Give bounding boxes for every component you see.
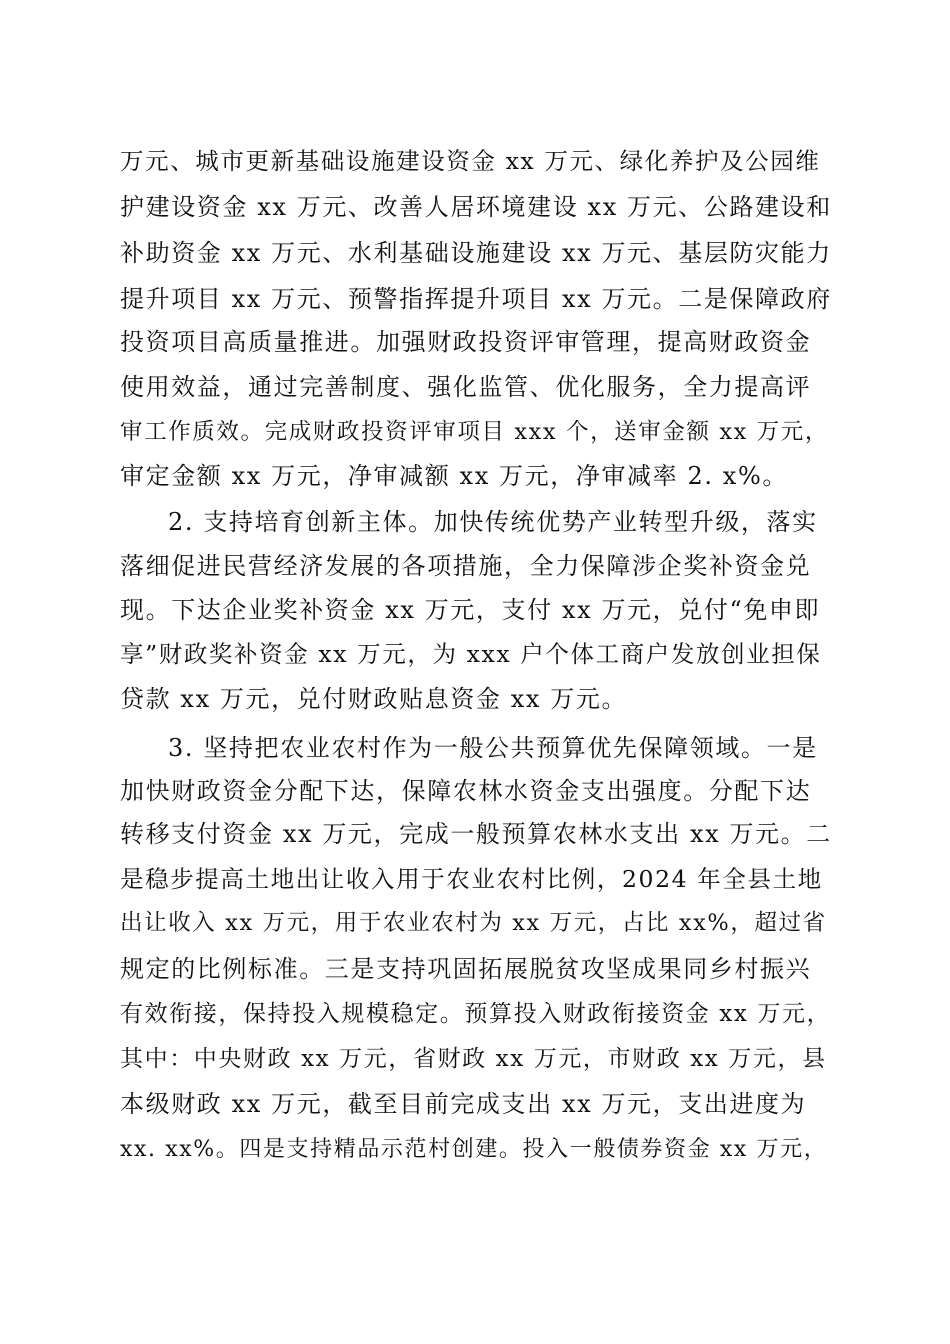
text-line: 加快财政资金分配下达，保障农林水资金支出强度。分配下达	[120, 777, 812, 805]
text-line: xx. xx%。四是支持精品示范村创建。投入一般债券资金 xx 万元，	[120, 1137, 828, 1162]
text-line: 补助资金 xx 万元、水利基础设施建设 xx 万元、基层防灾能力	[120, 239, 832, 267]
text-line: 审定金额 xx 万元，净审减额 xx 万元，净审减率 2. x%。	[120, 462, 788, 490]
text-line: 提升项目 xx 万元、预警指挥提升项目 xx 万元。二是保障政府	[120, 285, 832, 313]
text-line: 享”财政奖补资金 xx 万元，为 xxx 户个体工商户发放创业担保	[120, 640, 822, 668]
paragraph-start-line: 3. 坚持把农业农村作为一般公共预算优先保障领域。一是	[168, 734, 818, 762]
text-line: 贷款 xx 万元，兑付财政贴息资金 xx 万元。	[120, 685, 628, 713]
text-line: 本级财政 xx 万元，截至目前完成支出 xx 万元，支出进度为	[120, 1090, 807, 1118]
text-line: 是稳步提高土地出让收入用于农业农村比例，2024 年全县土地	[120, 865, 823, 893]
text-line: 使用效益，通过完善制度、强化监管、优化服务，全力提高评	[120, 373, 812, 401]
text-line: 转移支付资金 xx 万元，完成一般预算农林水支出 xx 万元。二	[120, 820, 832, 848]
text-line: 护建设资金 xx 万元、改善人居环境建设 xx 万元、公路建设和	[120, 193, 832, 221]
text-line: 规定的比例标准。三是支持巩固拓展脱贫攻坚成果同乡村振兴	[120, 955, 812, 983]
paragraph-start-line: 2. 支持培育创新主体。加快传统优势产业转型升级，落实	[168, 508, 818, 536]
text-line: 审工作质效。完成财政投资评审项目 xxx 个，送审金额 xx 万元，	[120, 419, 829, 445]
text-line: 现。下达企业奖补资金 xx 万元，支付 xx 万元，兑付“免申即	[120, 596, 821, 624]
text-line: 万元、城市更新基础设施建设资金 xx 万元、绿化养护及公园维	[120, 147, 821, 175]
text-line: 出让收入 xx 万元，用于农业农村为 xx 万元，占比 xx%，超过省	[120, 910, 827, 936]
text-line: 其中：中央财政 xx 万元，省财政 xx 万元，市财政 xx 万元，县	[120, 1046, 827, 1072]
text-line: 有效衔接，保持投入规模稳定。预算投入财政衔接资金 xx 万元，	[120, 1001, 832, 1027]
text-line: 落细促进民营经济发展的各项措施，全力保障涉企奖补资金兑	[120, 552, 812, 580]
text-line: 投资项目高质量推进。加强财政投资评审管理，提高财政资金	[120, 328, 812, 356]
